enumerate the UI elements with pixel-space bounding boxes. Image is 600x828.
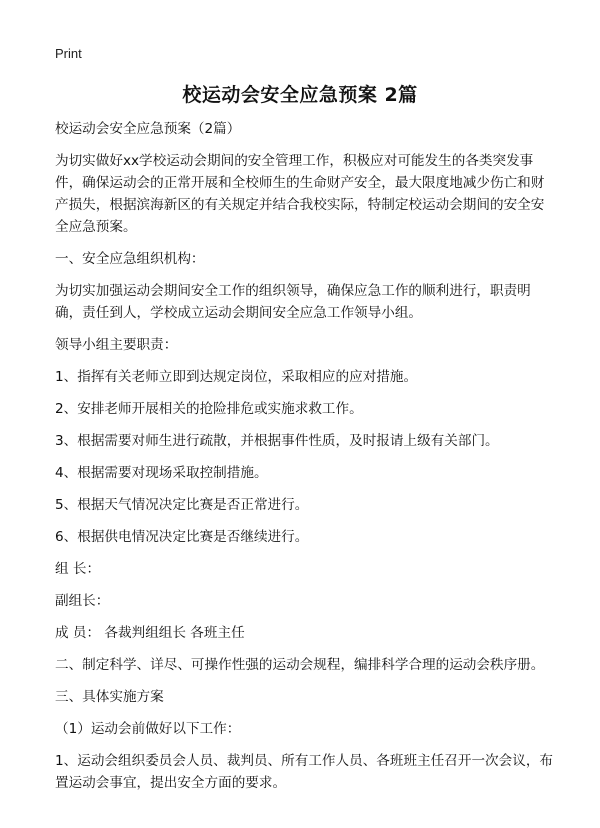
section-heading-rules: 二、制定科学、详尽、可操作性强的运动会规程，编排科学合理的运动会秩序册。 (55, 657, 545, 673)
members-line: 成 员： 各裁判组组长 各班主任 (55, 625, 245, 641)
print-link[interactable]: Print (55, 46, 82, 61)
document-title: 校运动会安全应急预案 2篇 (182, 84, 418, 106)
duty-item-4: 4、根据需要对现场采取控制措施。 (55, 465, 268, 481)
duties-heading: 领导小组主要职责： (55, 337, 178, 353)
pre-event-item-1: 1、运动会组织委员会人员、裁判员、所有工作人员、各班班主任召开一次会议，布置运动会事宜，提出安全方面的要求。 (55, 753, 554, 791)
duty-item-5: 5、根据天气情况决定比赛是否正常进行。 (55, 497, 309, 513)
pre-event-heading: （1）运动会前做好以下工作： (55, 721, 241, 737)
deputy-leader-line: 副组长： (55, 593, 110, 609)
organization-paragraph: 为切实加强运动会期间安全工作的组织领导，确保应急工作的顺利进行，职责明确，责任到人，学校成立运动会期间安全应急工作领导小组。 (55, 283, 531, 321)
duty-item-2: 2、安排老师开展相关的抢险排危或实施求救工作。 (55, 401, 363, 417)
section-heading-implementation: 三、具体实施方案 (55, 689, 164, 705)
subtitle-paragraph: 校运动会安全应急预案（2篇） (55, 121, 241, 137)
intro-paragraph: 为切实做好xx学校运动会期间的安全管理工作，积极应对可能发生的各类突发事件，确保运动会的正常开展和全校师生的生命财产安全，最大限度地减少伤亡和财产损失，根据滨海新区的有关规定并结合我校实际，特制定校运动会期间的安全安全应急预案。 (55, 153, 545, 235)
document-body (55, 118, 555, 804)
duty-item-3: 3、根据需要对师生进行疏散，并根据事件性质，及时报请上级有关部门。 (55, 433, 499, 449)
leader-line: 组 长： (55, 561, 101, 577)
section-heading-organization: 一、安全应急组织机构： (55, 251, 205, 267)
duty-item-1: 1、指挥有关老师立即到达规定岗位，采取相应的应对措施。 (55, 369, 418, 385)
duty-item-6: 6、根据供电情况决定比赛是否继续进行。 (55, 529, 309, 545)
